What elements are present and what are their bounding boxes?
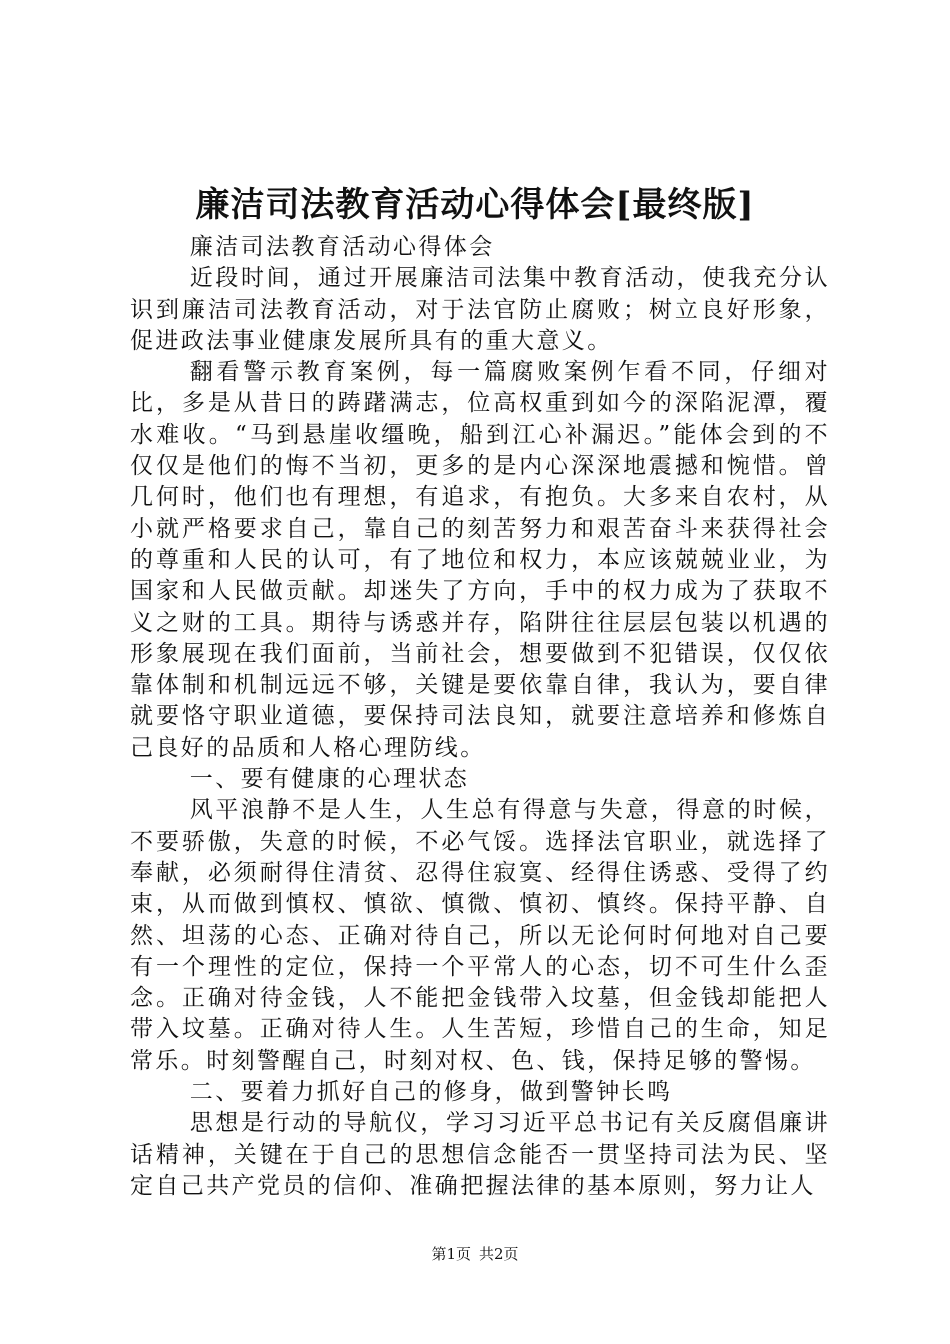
page-number: 第1页 xyxy=(431,1245,471,1263)
body-paragraph: 风平浪静不是人生，人生总有得意与失意，得意的时候，不要骄傲，失意的时候，不必气馁。选择法官职业，就选择了奉献，必须耐得住清贫、忍得住寂寞、经得住诱惑、受得了约束，从而做到慎权、慎欲、慎微、慎初、慎终。保持平静、自然、坦荡的心态、正确对待自己，所以无论何时何地对自己要有一个理性的定位，保持一个平常人的心态，切不可生什么歪念。正确对待金钱，人不能把金钱带入坟墓，但金钱却能把人带入坟墓。正确对待人生。人生苦短，珍惜自己的生命，知足常乐。时刻警醒自己，时刻对权、色、钱，保持足够的警惕。 xyxy=(130,797,830,1074)
page-footer xyxy=(0,1244,950,1264)
body-paragraph: 翻看警示教育案例，每一篇腐败案例乍看不同，仔细对比，多是从昔日的踌躇满志，位高权重到如今的深陷泥潭，覆水难收。“马到悬崖收缰晚，船到江心补漏迟。”能体会到的不仅仅是他们的悔不当初，更多的是内心深深地震撼和惋惜。曾几何时，他们也有理想，有追求，有抱负。大多来自农村，从小就严格要求自己，靠自己的刻苦努力和艰苦奋斗来获得社会的尊重和人民的认可，有了地位和权力，本应该兢兢业业，为国家和人民做贡献。却迷失了方向，手中的权力成为了获取不义之财的工具。期待与诱惑并存，陷阱往往层层包装以机遇的形象展现在我们面前，当前社会，想要做到不犯错误，仅仅依靠体制和机制远远不够，关键是要依靠自律，我认为，要自律就要恪守职业道德，要保持司法良知，就要注意培养和修炼自己良好的品质和人格心理防线。 xyxy=(130,359,830,761)
body-paragraph: 近段时间，通过开展廉洁司法集中教育活动，使我充分认识到廉洁司法教育活动，对于法官防止腐败；树立良好形象，促进政法事业健康发展所具有的重大意义。 xyxy=(130,265,830,354)
body-paragraph: 思想是行动的导航仪，学习习近平总书记有关反腐倡廉讲话精神，关键在于自己的思想信念能否一贯坚持司法为民、坚定自己共产党员的信仰、准确把握法律的基本原则，努力让人 xyxy=(130,1110,830,1199)
document-body xyxy=(130,232,830,1202)
page-total: 共2页 xyxy=(479,1245,519,1263)
section-heading: 一、要有健康的心理状态 xyxy=(189,766,470,793)
document-title: 廉洁司法教育活动心得体会[最终版] xyxy=(195,185,755,225)
section-heading: 二、要着力抓好自己的修身，做到警钟长鸣 xyxy=(189,1079,673,1106)
body-subtitle: 廉洁司法教育活动心得体会 xyxy=(189,234,495,260)
